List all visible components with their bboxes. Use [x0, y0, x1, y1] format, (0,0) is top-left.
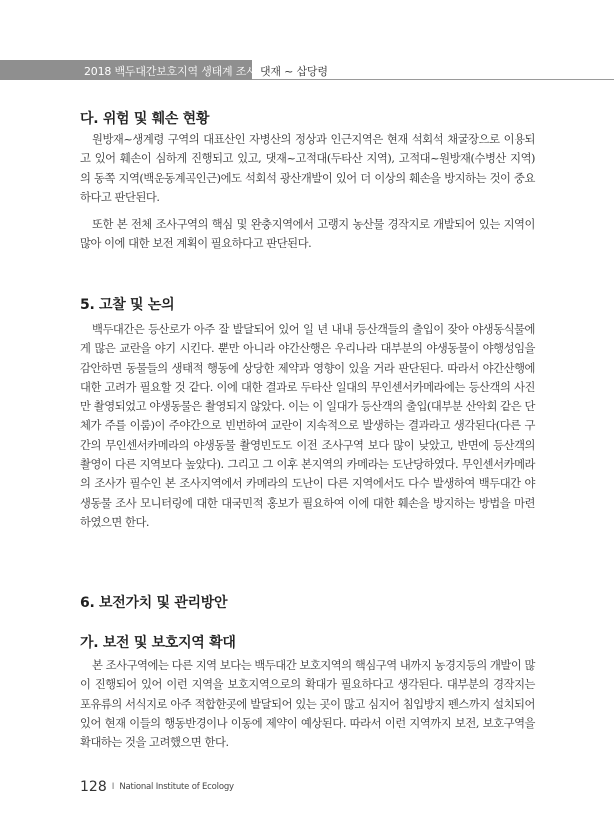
- risk-heading: 다. 위험 및 훼손 현황: [80, 111, 210, 127]
- expansion-paragraph: 본 조사구역에는 다른 지역 보다는 백두대간 보호지역의 핵심구역 내까지 농경지등의 개발이 많이 진행되어 있어 이런 지역을 보호지역으로의 확대가 필요하다고 생각된다. 대부분의 경작지는 포유류의 서식지로 아주 적합한곳에 발달되어 있는 곳이 많고 심지어 침입방지 펜스까지 설치되어 있어 현재 이들의 행동반경이나 이동에 제약이 예상된다. 따라서 이런 지역까지 보전, 보호구역을 확대하는 것을 고려했으면 한다.: [80, 659, 535, 750]
- page-footer: [80, 776, 234, 795]
- header-section-range: 댓재 ~ 삽당령: [260, 65, 328, 78]
- page-number: 128: [80, 779, 107, 795]
- footer-institute: National Institute of Ecology: [119, 782, 234, 792]
- conservation-heading: 6. 보전가치 및 관리방안: [80, 595, 228, 611]
- risk-paragraph-2: 또한 본 전체 조사구역의 핵심 및 완충지역에서 고랭지 농산물 경작지로 개발되어 있는 지역이 많아 이에 대한 보전 계획이 필요하다고 판단된다.: [80, 218, 535, 251]
- footer-separator: I: [111, 782, 115, 792]
- discussion-paragraph: 백두대간은 등산로가 아주 잘 발달되어 있어 일 년 내내 등산객들의 출입이 잦아 야생동식물에게 많은 교란을 야기 시킨다. 뿐만 아니라 야간산행은 우리나라 대부분의 야생동물이 야행성임을 감안하면 동물들의 생태적 행동에 상당한 제약과 영향이 있을 거라 판단된다. 따라서 야간산행에 대한 고려가 필요할 것 같다. 이에 대한 결과로 두타산 일대의 무인센서카메라에는 등산객의 사진만 촬영되었고 야생동물은 촬영되지 않았다. 이는 이 일대가 등산객의 출입(대부분 산악회 같은 단체가 주를 이룸)이 주야간으로 빈번하여 교란이 지속적으로 발생하는 결과라고 생각된다(다른 구간의 무인센서카메라의 야생동물 촬영빈도도 이전 조사구역 보다 많이 낮았고, 반면에 등산객의 촬영이 다른 지역보다 높았다). 그리고 그 이후 본지역의 카메라는 도난당하였다. 무인센서카메라의 조사가 필수인 본 조사지역에서 카메라의 도난이 다른 지역에서도 다수 발생하여 백두대간 야생동물 조사 모니터링에 대한 대국민적 홍보가 필요하여 이에 대한 훼손을 방지하는 방법을 마련하였으면 한다.: [80, 323, 535, 529]
- running-header: [0, 60, 614, 80]
- header-rule: [252, 79, 614, 80]
- discussion-heading: 5. 고찰 및 논의: [80, 297, 175, 313]
- risk-paragraph-1: 원방재~생계령 구역의 대표산인 자병산의 정상과 인근지역은 현재 석회석 채굴장으로 이용되고 있어 훼손이 심하게 진행되고 있고, 댓재~고적대(두타산 지역), 고적대~원방재(수병산 지역)의 동쪽 지역(백운동계곡인근)에도 석회석 광산개발이 있어 더 이상의 훼손을 방지하는 것이 중요하다고 판단된다.: [80, 133, 535, 204]
- expansion-heading: 가. 보전 및 보호지역 확대: [80, 635, 236, 651]
- header-report-title: 2018 백두대간보호지역 생태계 조사: [84, 65, 257, 78]
